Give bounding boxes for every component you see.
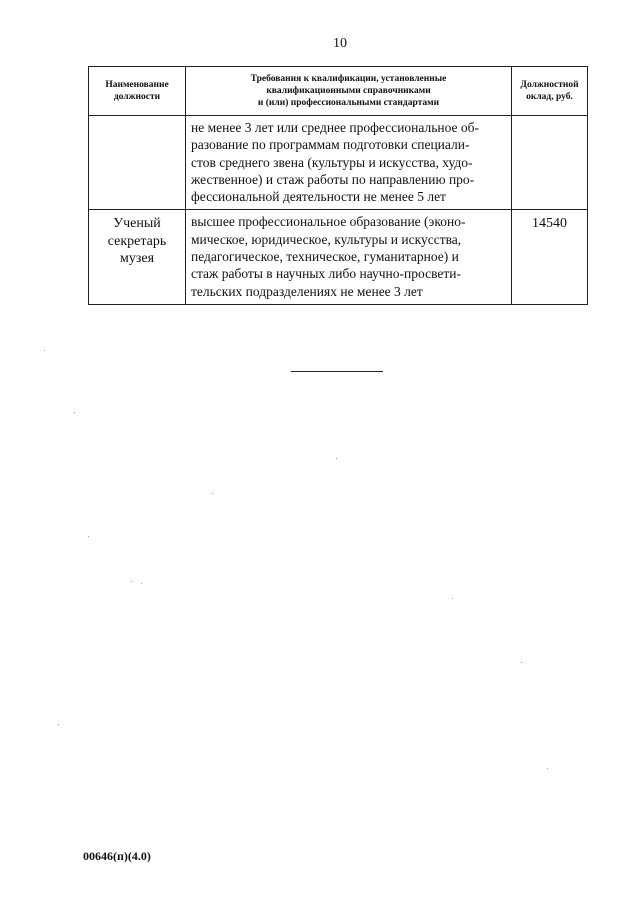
- salary-cell: [512, 210, 588, 304]
- position-text: [89, 116, 185, 121]
- salary-text: [512, 116, 587, 122]
- scan-speck: [521, 662, 522, 663]
- position-cell: [89, 116, 186, 210]
- scan-speck: [44, 350, 45, 351]
- scan-speck: [74, 412, 75, 413]
- scan-speck: [452, 598, 453, 599]
- table-row: [89, 116, 588, 210]
- scan-speck: [58, 724, 59, 725]
- scan-speck: [141, 583, 142, 584]
- scan-speck: [88, 536, 89, 537]
- header-salary: [512, 67, 588, 116]
- requirements-cell: [186, 210, 512, 304]
- table-header-row: [89, 67, 588, 116]
- page-number: 10: [333, 36, 347, 51]
- scan-speck: [212, 493, 213, 494]
- scan-speck: [131, 581, 132, 582]
- header-position: [89, 67, 186, 116]
- salary-cell: [512, 116, 588, 210]
- salary-table: [88, 66, 588, 305]
- position-cell: [89, 210, 186, 304]
- header-requirements-label: Требования к квалификации, установленные квалификационными справочниками и (или) профессиональными стандартами: [250, 74, 447, 108]
- salary-text: 14540: [532, 216, 567, 232]
- requirements-text: высшее профессиональное образование (эконо- мическое, юридическое, культуры и искусства, педагогическое, техническое, гуманитарное) и стаж работы в научных либо научно-просвети- тельских подразделениях не менее 3 лет: [191, 214, 466, 299]
- requirements-cell: [186, 116, 512, 210]
- requirements-text: не менее 3 лет или среднее профессиональное об- разование по программам подготовки специали- стов среднего звена (культуры и искусства, худо- жественное) и стаж работы по направлению про- фессиональной деятельности не менее 5 лет: [191, 120, 480, 205]
- header-salary-label: Должностной оклад, руб.: [520, 80, 579, 102]
- document-code: 00646(п)(4.0): [83, 849, 151, 863]
- header-requirements: [186, 67, 512, 116]
- table-row: [89, 210, 588, 304]
- scan-speck: [547, 768, 548, 769]
- end-of-table-rule: [291, 371, 383, 372]
- header-position-label: Наименование должности: [105, 80, 169, 102]
- scan-speck: [336, 458, 337, 459]
- position-text: Ученый секретарь музея: [107, 216, 167, 267]
